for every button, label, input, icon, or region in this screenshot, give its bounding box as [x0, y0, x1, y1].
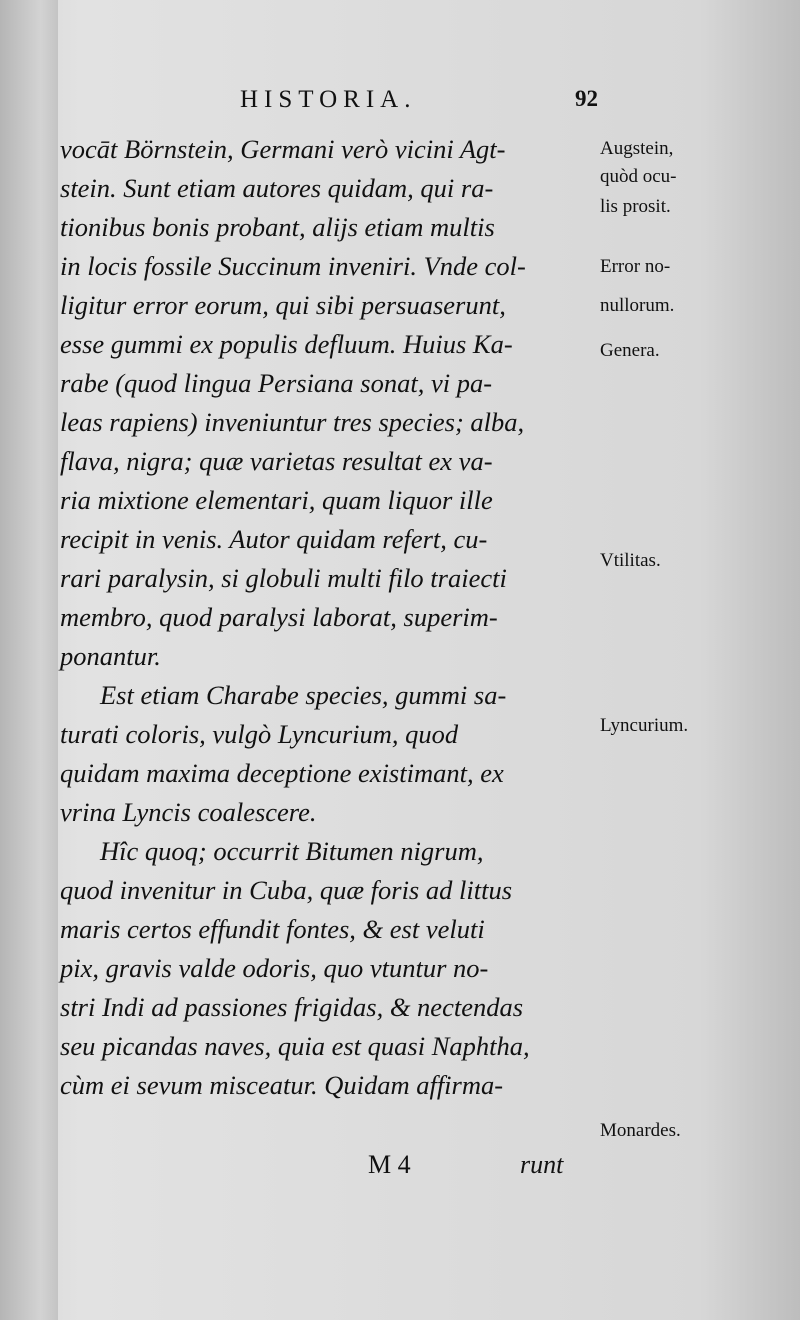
- text-line: cùm ei sevum misceatur. Quidam affirma-: [60, 1070, 504, 1100]
- text-line: in locis fossile Succinum inveniri. Vnde col-: [60, 251, 526, 281]
- text-line: Hîc quoq; occurrit Bitumen nigrum,: [100, 836, 484, 866]
- margin-note: Genera.: [600, 340, 660, 361]
- page-gutter: [0, 0, 58, 1320]
- text-line: ria mixtione elementari, quam liquor ille: [60, 485, 493, 515]
- text-line: turati coloris, vulgò Lyncurium, quod: [60, 719, 459, 749]
- main-text-block: [60, 130, 600, 1105]
- running-head: [240, 86, 620, 116]
- text-line: rabe (quod lingua Persiana sonat, vi pa-: [60, 368, 493, 398]
- margin-note: lis prosit.: [600, 196, 671, 217]
- text-line: ponantur.: [60, 641, 161, 671]
- margin-note: Vtilitas.: [600, 550, 661, 571]
- text-line: vocāt Börnstein, Germani verò vicini Agt-: [60, 134, 506, 164]
- text-line: ligitur error eorum, qui sibi persuaserunt,: [60, 290, 506, 320]
- text-line: stein. Sunt etiam autores quidam, qui ra-: [60, 173, 494, 203]
- text-line: maris certos effundit fontes, & est veluti: [60, 914, 485, 944]
- text-line: pix, gravis valde odoris, quo vtuntur no-: [60, 953, 489, 983]
- margin-note: Augstein,: [600, 138, 674, 159]
- margin-note: quòd ocu-: [600, 166, 677, 187]
- text-line: recipit in venis. Autor quidam refert, cu-: [60, 524, 488, 554]
- text-line: quod invenitur in Cuba, quæ foris ad littus: [60, 875, 513, 905]
- text-line: esse gummi ex populis defluum. Huius Ka-: [60, 329, 513, 359]
- text-line: membro, quod paralysi laborat, superim-: [60, 602, 498, 632]
- text-line: flava, nigra; quæ varietas resultat ex va-: [60, 446, 493, 476]
- text-line: quidam maxima deceptione existimant, ex: [60, 758, 504, 788]
- margin-note: Monardes.: [600, 1120, 681, 1141]
- text-line: vrina Lyncis coalescere.: [60, 797, 317, 827]
- margin-note: Error no-: [600, 256, 671, 277]
- running-head-title: HISTORIA.: [240, 86, 417, 113]
- text-line: Est etiam Charabe species, gummi sa-: [100, 680, 507, 710]
- page-footer: [60, 1150, 600, 1190]
- text-line: stri Indi ad passiones frigidas, & nectendas: [60, 992, 524, 1022]
- text-line: leas rapiens) inveniuntur tres species; alba,: [60, 407, 525, 437]
- margin-note: nullorum.: [600, 295, 675, 316]
- catchword: runt: [520, 1150, 564, 1179]
- text-line: tionibus bonis probant, alijs etiam multis: [60, 212, 495, 242]
- page-number: 92: [575, 86, 598, 111]
- signature-mark: M 4: [368, 1150, 411, 1179]
- text-line: seu picandas naves, quia est quasi Naphtha,: [60, 1031, 530, 1061]
- margin-note: Lyncurium.: [600, 715, 689, 736]
- text-line: rari paralysin, si globuli multi filo traiecti: [60, 563, 507, 593]
